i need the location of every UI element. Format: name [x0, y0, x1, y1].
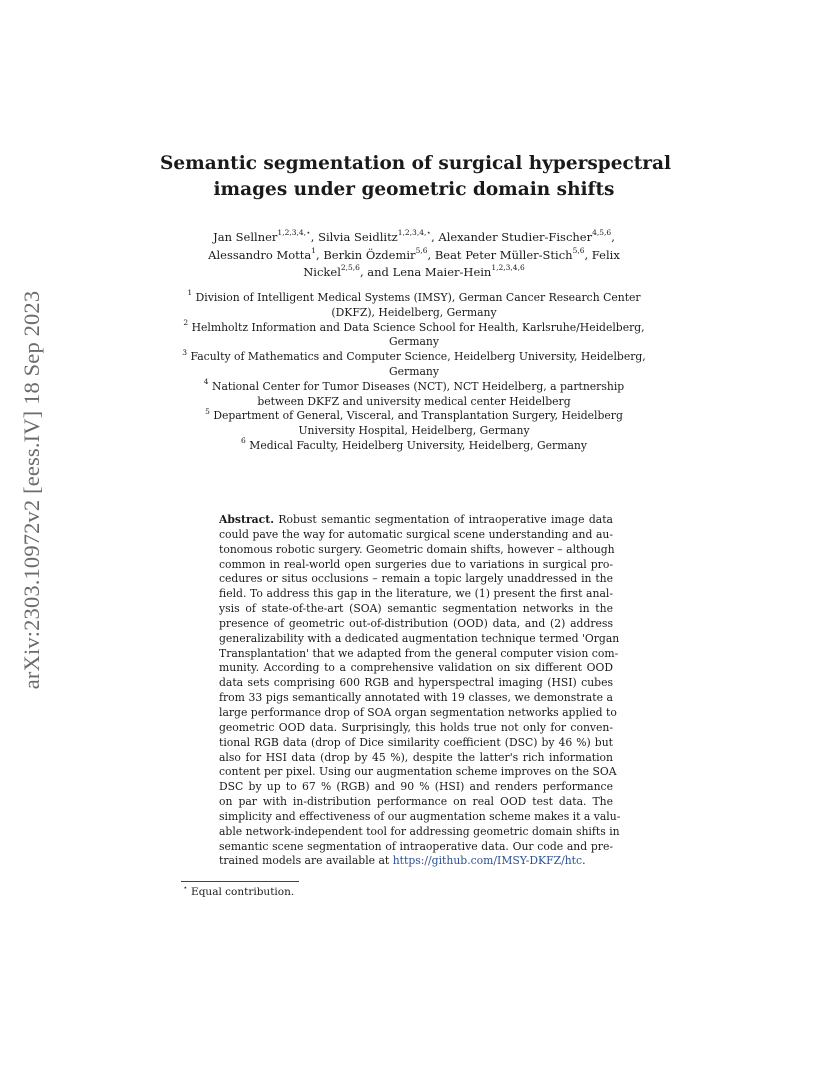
abstract-line: presence of geometric out-of-distribution (OOD) data, and (2) address	[219, 616, 613, 630]
author-name: Lena Maier-Hein	[392, 265, 492, 279]
abstract-text: .	[582, 854, 586, 868]
abstract-line: content per pixel. Using our augmentation scheme improves on the SOA	[219, 765, 617, 779]
author-separator: ,	[431, 230, 439, 244]
abstract-line: data sets comprising 600 RGB and hyperspectral imaging (HSI) cubes	[219, 676, 613, 690]
affiliation-line	[170, 377, 658, 395]
abstract-line: could pave the way for automatic surgical scene understanding and au-	[219, 527, 613, 541]
affiliation-number: 1	[187, 288, 193, 298]
code-repository-link[interactable]: https://github.com/IMSY-DKFZ/htc	[392, 854, 583, 868]
affiliation-text: Division of Intelligent Medical Systems (IMSY), German Cancer Research Center	[195, 291, 641, 304]
author-line	[170, 264, 658, 282]
author-affiliation-marks: 1	[311, 245, 317, 255]
author-name: Beat Peter Müller-Stich	[434, 247, 573, 262]
abstract-line: semantic scene segmentation of intraoperative data. Our code and pre-	[219, 839, 613, 853]
abstract	[219, 513, 621, 869]
author-separator: , and	[359, 265, 393, 279]
title-line: Semantic segmentation of surgical hyperspectral	[160, 153, 672, 174]
author-separator: , Felix	[584, 247, 620, 262]
affiliation-line	[170, 347, 658, 365]
author-list	[170, 229, 658, 282]
abstract-line: geometric OOD data. Surprisingly, this holds true not only for conven-	[219, 720, 613, 734]
footnote-text: Equal contribution.	[191, 886, 295, 898]
author-name: Berkin Özdemir	[323, 247, 416, 262]
arxiv-sidebar	[12, 280, 52, 700]
abstract-line: DSC by up to 67 % (RGB) and 90 % (HSI) and renders performance	[219, 780, 613, 794]
abstract-line: simplicity and effectiveness of our augmentation scheme makes it a valu-	[219, 809, 621, 823]
affiliation-number: 4	[203, 377, 209, 387]
author-name: Alessandro Motta	[208, 247, 312, 262]
abstract-line	[219, 854, 613, 869]
affiliation-text: Faculty of Mathematics and Computer Science, Heidelberg University, Heidelberg,	[190, 350, 646, 364]
abstract-line: large performance drop of SOA organ segmentation networks applied to	[219, 705, 617, 719]
affiliation-line: between DKFZ and university medical center Heidelberg	[257, 394, 571, 408]
abstract-line: tional RGB data (drop of Dice similarity coefficient (DSC) by 46 %) but	[219, 735, 613, 749]
affiliation-text: National Center for Tumor Diseases (NCT), NCT Heidelberg, a partnership	[212, 379, 625, 393]
author-affiliation-marks: 1,2,3,4,⋆	[277, 228, 311, 238]
abstract-text: trained models are available at	[219, 854, 393, 868]
affiliation-text: Helmholtz Information and Data Science School for Health, Karlsruhe/Heidelberg,	[191, 320, 645, 334]
affiliation-line	[170, 318, 658, 336]
affiliation-line: Germany	[389, 364, 439, 378]
author-separator: ,	[427, 247, 435, 262]
abstract-line	[219, 513, 613, 528]
author-affiliation-marks: 1,2,3,4,⋆	[397, 228, 432, 238]
abstract-line: field. To address this gap in the literature, we (1) present the first anal-	[219, 587, 613, 601]
abstract-heading: Abstract.	[219, 513, 274, 526]
footnote-mark: ⋆	[183, 882, 188, 892]
abstract-line: cedures or situs occlusions – remain a topic largely unaddressed in the	[219, 572, 613, 586]
footnote	[183, 882, 295, 898]
abstract-line: from 33 pigs semantically annotated with 19 classes, we demonstrate a	[219, 691, 613, 705]
title-line: images under geometric domain shifts	[213, 179, 615, 200]
affiliation-number: 3	[182, 347, 188, 357]
paper-title	[160, 151, 672, 203]
author-name: Nickel	[303, 265, 341, 279]
affiliation-line	[170, 406, 658, 424]
abstract-line: munity. According to a comprehensive validation on six different OOD	[219, 661, 613, 675]
footnote-rule	[181, 881, 299, 882]
affiliation-text: Medical Faculty, Heidelberg University, Heidelberg, Germany	[249, 438, 587, 452]
abstract-line: also for HSI data (drop by 45 %), despite the latter's rich information	[219, 750, 613, 764]
affiliation-text: Department of General, Visceral, and Transplantation Surgery, Heidelberg	[213, 409, 623, 423]
author-name: Jan Sellner	[213, 230, 278, 244]
author-name: Silvia Seidlitz	[318, 230, 398, 244]
arxiv-identifier: arXiv:2303.10972v2 [eess.IV] 18 Sep 2023	[19, 290, 44, 690]
affiliation-line	[170, 436, 658, 454]
affiliation-line	[170, 288, 658, 306]
affiliation-line: Germany	[389, 335, 439, 349]
abstract-line: ysis of state-of-the-art (SOA) semantic segmentation networks in the	[219, 602, 613, 616]
author-name: Alexander Studier-Fischer	[438, 230, 593, 244]
author-affiliation-marks: 5,6	[572, 245, 585, 255]
abstract-line: common in real-world open surgeries due to variations in surgical pro-	[219, 557, 613, 571]
abstract-line: able network-independent tool for addressing geometric domain shifts in	[219, 824, 620, 838]
author-affiliation-marks: 5,6	[415, 245, 428, 255]
author-separator: ,	[316, 247, 324, 262]
author-line	[170, 229, 658, 247]
author-affiliation-marks: 1,2,3,4,6	[491, 263, 525, 273]
affiliation-line: University Hospital, Heidelberg, Germany	[298, 424, 530, 438]
abstract-line: on par with in-distribution performance on real OOD test data. The	[219, 795, 613, 809]
affiliation-list	[170, 288, 658, 454]
author-separator: ,	[310, 230, 319, 244]
author-line	[170, 247, 658, 265]
abstract-line: Transplantation' that we adapted from the general computer vision com-	[219, 646, 619, 660]
abstract-line: generalizability with a dedicated augmentation technique termed 'Organ	[219, 631, 620, 645]
abstract-text: Robust semantic segmentation of intraoperative image data	[278, 513, 613, 526]
author-separator: ,	[611, 230, 615, 244]
affiliation-number: 6	[241, 436, 246, 446]
author-affiliation-marks: 2,5,6	[340, 263, 360, 273]
abstract-line: tonomous robotic surgery. Geometric domain shifts, however – although	[219, 542, 615, 556]
affiliation-number: 5	[205, 406, 210, 416]
author-affiliation-marks: 4,5,6	[592, 228, 612, 238]
affiliation-line: (DKFZ), Heidelberg, Germany	[331, 305, 497, 319]
affiliation-number: 2	[183, 318, 189, 327]
